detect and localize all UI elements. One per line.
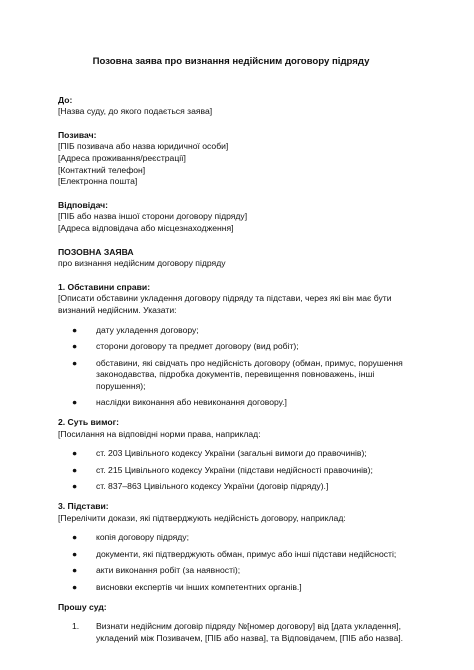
defendant-label: Відповідач:	[58, 199, 109, 210]
to-label: До:	[58, 94, 73, 105]
claim-subheading: про визнання недійсним договору підряду	[58, 258, 226, 269]
court-name: [Назва суду, до якого подається заява]	[58, 106, 213, 117]
list-item: ● наслідки виконання або невиконання договору.]	[72, 397, 287, 408]
plaintiff-block	[58, 130, 404, 188]
section-claims	[58, 417, 404, 493]
section3-intro: [Перелічити докази, які підтверджують недійсність договору, наприклад:	[58, 512, 346, 523]
section2-heading: 2. Суть вимог:	[58, 417, 120, 428]
claim-heading-block	[58, 247, 404, 270]
plaintiff-phone: [Контактний телефон]	[58, 164, 146, 175]
claim-heading: ПОЗОВНА ЗАЯВА	[58, 246, 134, 257]
list-item	[72, 621, 404, 644]
document-title: Позовна заява про визнання недійсним договору підряду	[92, 56, 370, 67]
plaintiff-address: [Адреса проживання/реєстрації]	[58, 152, 186, 163]
request-text: Визнати недійсним договір підряду №[номер договору] від [дата укладення], укладений між Позивачем, [ПІБ або назва], та Відповідачем, [ПІБ або назва].	[96, 621, 404, 643]
list-item: ● ст. 837–863 Цивільного кодексу України (договір підряду).]	[72, 481, 329, 492]
section-requests	[58, 602, 404, 645]
addressee-block	[58, 95, 404, 118]
bullet-icon: ●	[72, 448, 78, 459]
list-item: ● копія договору підряду;	[72, 532, 189, 543]
bullet-icon: ●	[72, 582, 78, 592]
requests-list	[58, 621, 404, 644]
bullet-icon: ●	[72, 532, 78, 543]
bullet-icon: ●	[72, 481, 78, 492]
section-circumstances	[58, 282, 404, 409]
section2-intro: [Посилання на відповідні норми права, наприклад:	[58, 428, 261, 439]
bullet-icon: ●	[72, 565, 78, 576]
bullet-icon: ●	[72, 548, 78, 559]
section-grounds	[58, 501, 404, 594]
plaintiff-name: [ПІБ позивача або назва юридичної особи]	[58, 141, 229, 152]
bullet-icon: ●	[72, 324, 78, 335]
plaintiff-email: [Електронна пошта]	[58, 176, 138, 187]
defendant-address: [Адреса відповідача або місцезнаходження]	[58, 222, 234, 233]
section3-list	[58, 532, 404, 593]
bullet-icon: ●	[72, 397, 78, 408]
list-item: ● висновки експертів чи інших компетентних органів.]	[72, 582, 302, 592]
section2-list	[58, 448, 404, 493]
requests-heading: Прошу суд:	[58, 601, 107, 612]
list-item: ● ст. 215 Цивільного кодексу України (підстави недійсності правочинів);	[72, 464, 373, 475]
request-number: 1.	[72, 621, 80, 632]
defendant-block	[58, 200, 404, 235]
bullet-icon: ●	[72, 341, 78, 352]
plaintiff-label: Позивач:	[58, 129, 97, 140]
list-item: ● ст. 203 Цивільного кодексу України (загальні вимоги до правочинів);	[72, 448, 367, 459]
bullet-icon: ●	[72, 464, 78, 475]
list-item: ● сторони договору та предмет договору (вид робіт);	[72, 341, 299, 352]
list-item: ● обставини, які свідчать про недійсність договору (обман, примус, порушення законодавства, підробка документів, перевищення повноважень, інші порушення);	[72, 357, 403, 391]
defendant-name: [ПІБ або назва іншої сторони договору підряду]	[58, 211, 248, 222]
section1-list	[58, 325, 404, 410]
list-item: ● дату укладення договору;	[72, 324, 199, 335]
bullet-icon: ●	[72, 357, 78, 368]
section1-intro: [Описати обставини укладення договору підряду та підстави, через які він має бути визнаний недійсним. Указати:	[58, 293, 392, 315]
list-item: ● документи, які підтверджують обман, примус або інші підстави недійсності;	[72, 548, 397, 559]
list-item: ● акти виконання робіт (за наявності);	[72, 565, 241, 576]
section1-heading: 1. Обставини справи:	[58, 281, 151, 292]
section3-heading: 3. Підстави:	[58, 501, 109, 512]
